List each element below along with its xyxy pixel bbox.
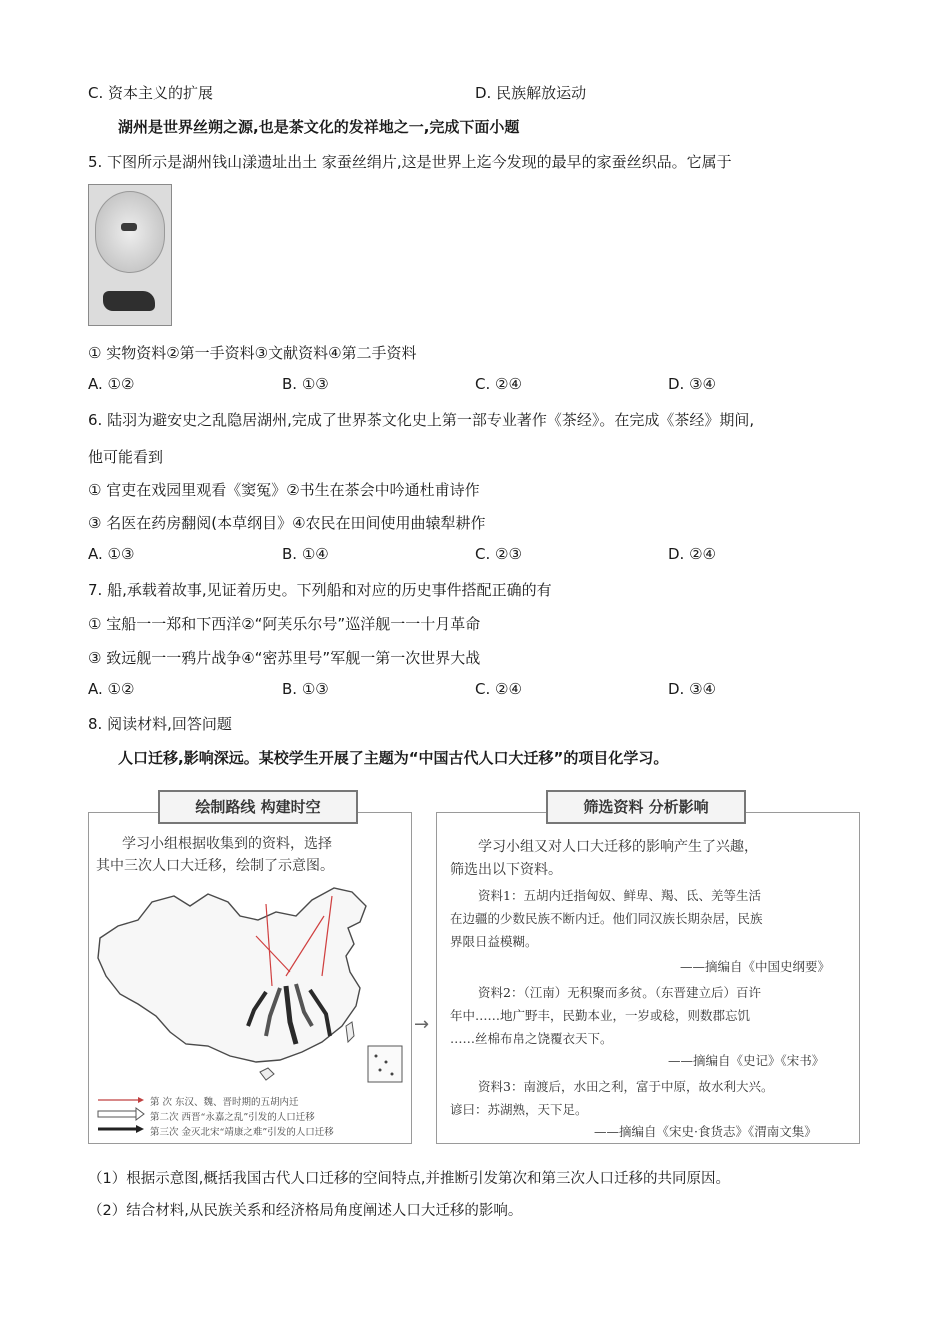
material-2-line2: 年中……地广野丰，民勤本业，一岁或稔，则数郡忘饥 xyxy=(450,1008,751,1023)
legend-second: 第二次 西晋“永嘉之乱”引发的人口迁移 xyxy=(150,1112,315,1123)
hainan-island xyxy=(260,1068,274,1080)
migration-map xyxy=(90,876,410,1088)
right-panel-tab: 筛选资料 分析影响 xyxy=(546,790,746,824)
q5-option-d: D. ③④ xyxy=(668,375,716,393)
q5-option-b: B. ①③ xyxy=(282,375,329,393)
q7-stem: 7. 船,承载着故事,见证着历史。下列船和对应的历史事件搭配正确的有 xyxy=(88,581,552,599)
material-3-line2: 谚曰：苏湖熟，天下足。 xyxy=(450,1102,588,1117)
q5-option-c: C. ②④ xyxy=(475,375,522,393)
q8-sub2: （2）结合材料,从民族关系和经济格局角度阐述人口大迁移的影响。 xyxy=(88,1203,523,1219)
left-panel-text-line2: 其中三次人口大迁移，绘制了示意图。 xyxy=(96,858,334,874)
q5-option-a: A. ①② xyxy=(88,375,135,393)
q8-sub1: （1）根据示意图,概括我国古代人口迁移的空间特点,并推断引发第次和第三次人口迁移的共同原因。 xyxy=(88,1171,730,1187)
material-1-line2: 在边疆的少数民族不断内迁。他们同汉族长期杂居，民族 xyxy=(450,911,763,926)
q6-option-b: B. ①④ xyxy=(282,545,329,563)
q7-option-c: C. ②④ xyxy=(475,680,522,698)
material-3-line1: 资料3：南渡后，水田之利，富于中原，故水利大兴。 xyxy=(478,1079,774,1094)
q7-statements-line2: ③ 致远舰一一鸦片战争④“密苏里号”军舰一第一次世界大战 xyxy=(88,649,481,667)
material-3-source: ——摘编自《宋史·食货志》《渭南文集》 xyxy=(594,1124,817,1139)
q6-option-d: D. ②④ xyxy=(668,545,716,563)
panel-arrow-icon: → xyxy=(414,1014,430,1035)
q6-option-a: A. ①③ xyxy=(88,545,135,563)
right-panel-text-line1: 学习小组又对人口大迁移的影响产生了兴趣， xyxy=(478,839,758,855)
q5-stem: 5. 下图所示是湖州钱山漾遗址出土 家蚕丝绢片,这是世界上迄今发现的最早的家蚕丝织品。它属于 xyxy=(88,153,732,171)
material-2-line1: 资料2：（江南）无积聚而多贫。（东晋建立后）百许 xyxy=(478,985,761,1000)
left-panel-text-line1: 学习小组根据收集到的资料，选择 xyxy=(122,836,332,852)
silk-fragment-large xyxy=(103,291,155,311)
silk-disc xyxy=(95,191,165,273)
legend-first: 第 次 东汉、魏、晋时期的五胡内迁 xyxy=(150,1097,299,1108)
q8-stem: 8. 阅读材料,回答问题 xyxy=(88,715,232,733)
q7-option-a: A. ①② xyxy=(88,680,135,698)
q6-stem-line2: 他可能看到 xyxy=(88,448,164,466)
material-1-line3: 界限日益模糊。 xyxy=(450,934,538,949)
left-panel-tab: 绘制路线 构建时空 xyxy=(158,790,358,824)
q6-stem-line1: 6. 陆羽为避安史之乱隐居湖州,完成了世界茶文化史上第一部专业著作《茶经》。在完成《茶经》期间, xyxy=(88,411,755,429)
q7-statements-line1: ① 宝船一一郑和下西洋②“阿芙乐尔号”巡洋舰一一十月革命 xyxy=(88,615,481,633)
material-2-source: ——摘编自《史记》《宋书》 xyxy=(668,1053,825,1068)
legend-second-hollow-icon xyxy=(98,1111,136,1117)
q6-statements-line2: ③ 名医在药房翻阅(本草纲目》④农民在田间使用曲辕犁耕作 xyxy=(88,514,486,532)
q4-option-c: C. 资本主义的扩展 xyxy=(88,84,214,102)
silk-fragment-photo xyxy=(88,184,172,326)
legend-third: 第三次 金灭北宋“靖康之难”引发的人口迁移 xyxy=(150,1127,334,1138)
material-2-line3: ……丝棉布帛之饶覆衣天下。 xyxy=(450,1031,613,1046)
q8-intro: 人口迁移,影响深远。某校学生开展了主题为“中国古代人口大迁移”的项目化学习。 xyxy=(118,749,669,767)
section-intro: 湖州是世界丝朔之源,也是茶文化的发祥地之一,完成下面小题 xyxy=(118,118,520,136)
silk-fragment-small xyxy=(121,223,137,231)
q7-option-b: B. ①③ xyxy=(282,680,329,698)
taiwan-island xyxy=(346,1022,354,1042)
q5-statements: ① 实物资料②第一手资料③文献资料④第二手资料 xyxy=(88,344,417,362)
material-1-source: ——摘编自《中国史纲要》 xyxy=(680,959,831,974)
q6-option-c: C. ②③ xyxy=(475,545,522,563)
material-1-line1: 资料1：五胡内迁指匈奴、鲜卑、羯、氐、羌等生活 xyxy=(478,888,761,903)
china-outline xyxy=(98,888,366,1062)
q7-option-d: D. ③④ xyxy=(668,680,716,698)
q4-option-d: D. 民族解放运动 xyxy=(475,84,587,102)
south-sea-inset xyxy=(368,1046,402,1082)
legend-icons xyxy=(96,1094,146,1138)
right-panel-text-line2: 筛选出以下资料。 xyxy=(450,862,562,878)
q6-statements-line1: ① 官吏在戏园里观看《窦冤》②书生在茶会中吟通杜甫诗作 xyxy=(88,481,480,499)
